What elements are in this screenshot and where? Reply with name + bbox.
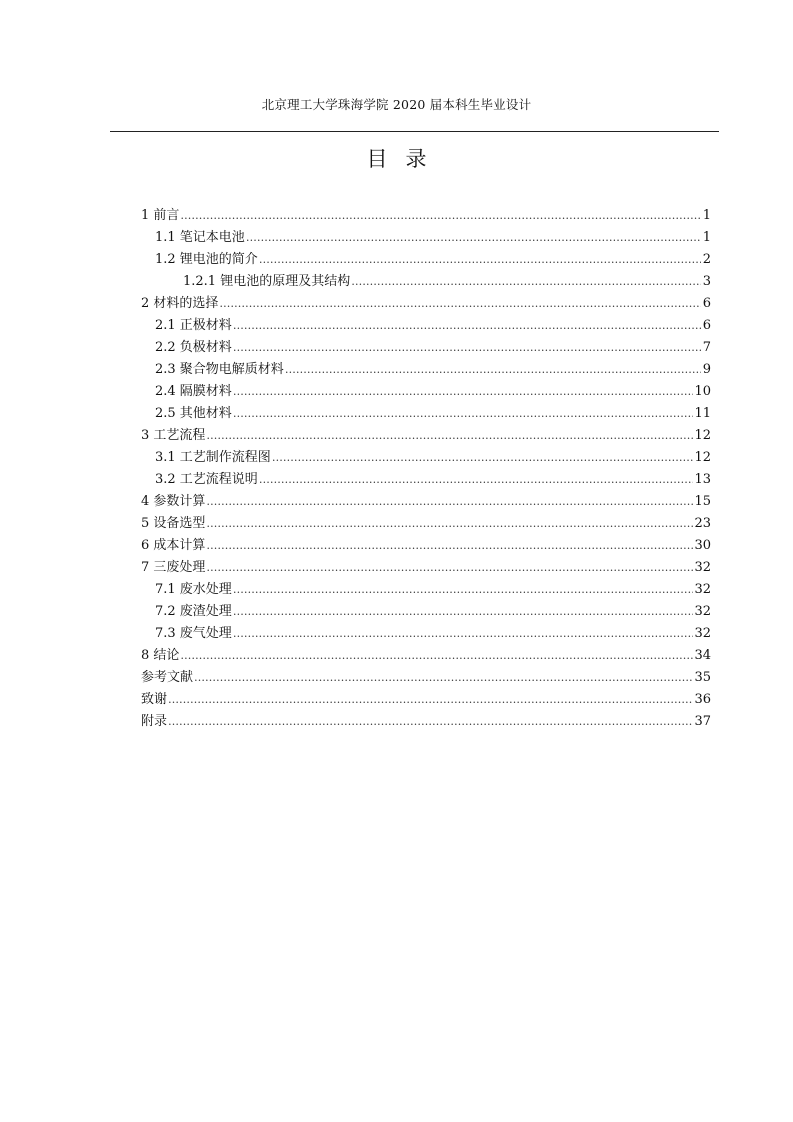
table-of-contents xyxy=(141,204,711,732)
toc-dot-leader xyxy=(180,209,701,222)
toc-entry-label: 7.1 废水处理 xyxy=(155,582,232,597)
toc-entry-page: 11 xyxy=(694,406,711,421)
toc-dot-leader xyxy=(206,539,693,552)
toc-entry-page: 13 xyxy=(694,472,711,487)
toc-entry-page: 32 xyxy=(694,604,711,619)
toc-entry[interactable] xyxy=(141,380,711,402)
toc-entry-label: 2.4 隔膜材料 xyxy=(155,384,232,399)
toc-dot-leader xyxy=(351,275,701,288)
toc-entry[interactable] xyxy=(141,644,711,666)
toc-entry-label: 1.2 锂电池的简介 xyxy=(155,252,258,267)
toc-entry[interactable] xyxy=(141,512,711,534)
toc-entry[interactable] xyxy=(141,424,711,446)
toc-entry-label: 附录 xyxy=(141,714,168,729)
toc-dot-leader xyxy=(233,407,694,420)
toc-entry-page: 32 xyxy=(694,582,711,597)
toc-entry-label: 7 三废处理 xyxy=(141,560,206,575)
toc-dot-leader xyxy=(168,715,693,728)
toc-entry-page: 1 xyxy=(702,208,711,223)
toc-dot-leader xyxy=(233,605,694,618)
toc-dot-leader xyxy=(219,297,701,310)
toc-entry-page: 6 xyxy=(702,296,711,311)
toc-entry-label: 致谢 xyxy=(141,692,168,707)
toc-entry-page: 32 xyxy=(694,560,711,575)
toc-dot-leader xyxy=(233,627,694,640)
toc-entry-page: 6 xyxy=(702,318,711,333)
toc-entry-label: 1 前言 xyxy=(141,208,180,223)
toc-entry[interactable] xyxy=(141,336,711,358)
toc-entry-label: 2.2 负极材料 xyxy=(155,340,232,355)
toc-entry-label: 2.5 其他材料 xyxy=(155,406,232,421)
toc-entry-label: 2.3 聚合物电解质材料 xyxy=(155,362,284,377)
toc-dot-leader xyxy=(259,473,694,486)
toc-entry-label: 3.2 工艺流程说明 xyxy=(155,472,258,487)
toc-entry-label: 4 参数计算 xyxy=(141,494,206,509)
toc-entry[interactable] xyxy=(141,468,711,490)
toc-entry-label: 7.2 废渣处理 xyxy=(155,604,232,619)
toc-entry[interactable] xyxy=(141,248,711,270)
toc-entry-label: 2.1 正极材料 xyxy=(155,318,232,333)
toc-entry[interactable] xyxy=(141,446,711,468)
toc-entry-label: 6 成本计算 xyxy=(141,538,206,553)
toc-dot-leader xyxy=(233,341,701,354)
toc-entry[interactable] xyxy=(141,402,711,424)
toc-entry[interactable] xyxy=(141,270,711,292)
toc-entry[interactable] xyxy=(141,490,711,512)
toc-entry-label: 3.1 工艺制作流程图 xyxy=(155,450,271,465)
toc-entry-label: 7.3 废气处理 xyxy=(155,626,232,641)
toc-entry-page: 3 xyxy=(702,274,711,289)
toc-entry[interactable] xyxy=(141,226,711,248)
toc-entry[interactable] xyxy=(141,622,711,644)
toc-dot-leader xyxy=(206,495,693,508)
toc-entry-label: 3 工艺流程 xyxy=(141,428,206,443)
toc-dot-leader xyxy=(246,231,701,244)
toc-entry-label: 参考文献 xyxy=(141,670,194,685)
toc-dot-leader xyxy=(180,649,693,662)
toc-entry-page: 23 xyxy=(694,516,711,531)
toc-entry-page: 34 xyxy=(694,648,711,663)
toc-entry[interactable] xyxy=(141,688,711,710)
toc-entry-page: 15 xyxy=(694,494,711,509)
toc-dot-leader xyxy=(233,385,694,398)
toc-entry[interactable] xyxy=(141,600,711,622)
toc-dot-leader xyxy=(168,693,693,706)
toc-title: 目录 xyxy=(366,147,445,171)
toc-dot-leader xyxy=(259,253,701,266)
toc-entry-page: 12 xyxy=(694,450,711,465)
toc-entry[interactable] xyxy=(141,358,711,380)
toc-entry[interactable] xyxy=(141,534,711,556)
toc-entry[interactable] xyxy=(141,710,711,732)
toc-entry-page: 37 xyxy=(694,714,711,729)
toc-dot-leader xyxy=(194,671,693,684)
toc-dot-leader xyxy=(206,517,693,530)
toc-entry-page: 30 xyxy=(694,538,711,553)
toc-entry-page: 32 xyxy=(694,626,711,641)
toc-entry-page: 2 xyxy=(702,252,711,267)
toc-entry-page: 9 xyxy=(702,362,711,377)
toc-entry-page: 1 xyxy=(702,230,711,245)
toc-entry-page: 10 xyxy=(694,384,711,399)
toc-entry-page: 7 xyxy=(702,340,711,355)
toc-dot-leader xyxy=(285,363,701,376)
toc-dot-leader xyxy=(233,319,701,332)
toc-entry[interactable] xyxy=(141,292,711,314)
toc-entry[interactable] xyxy=(141,556,711,578)
toc-entry-page: 35 xyxy=(694,670,711,685)
toc-dot-leader xyxy=(206,561,693,574)
toc-dot-leader xyxy=(272,451,694,464)
running-header: 北京理工大学珠海学院 2020 届本科生毕业设计 xyxy=(261,97,532,112)
toc-entry-label: 1.2.1 锂电池的原理及其结构 xyxy=(183,274,351,289)
toc-entry[interactable] xyxy=(141,314,711,336)
toc-entry-label: 1.1 笔记本电池 xyxy=(155,230,245,245)
toc-entry[interactable] xyxy=(141,204,711,226)
toc-entry-label: 8 结论 xyxy=(141,648,180,663)
toc-dot-leader xyxy=(233,583,694,596)
toc-entry-label: 5 设备选型 xyxy=(141,516,206,531)
toc-entry-page: 36 xyxy=(694,692,711,707)
toc-dot-leader xyxy=(206,429,693,442)
toc-entry[interactable] xyxy=(141,666,711,688)
toc-entry[interactable] xyxy=(141,578,711,600)
header-divider xyxy=(110,131,719,132)
toc-entry-page: 12 xyxy=(694,428,711,443)
toc-entry-label: 2 材料的选择 xyxy=(141,296,219,311)
